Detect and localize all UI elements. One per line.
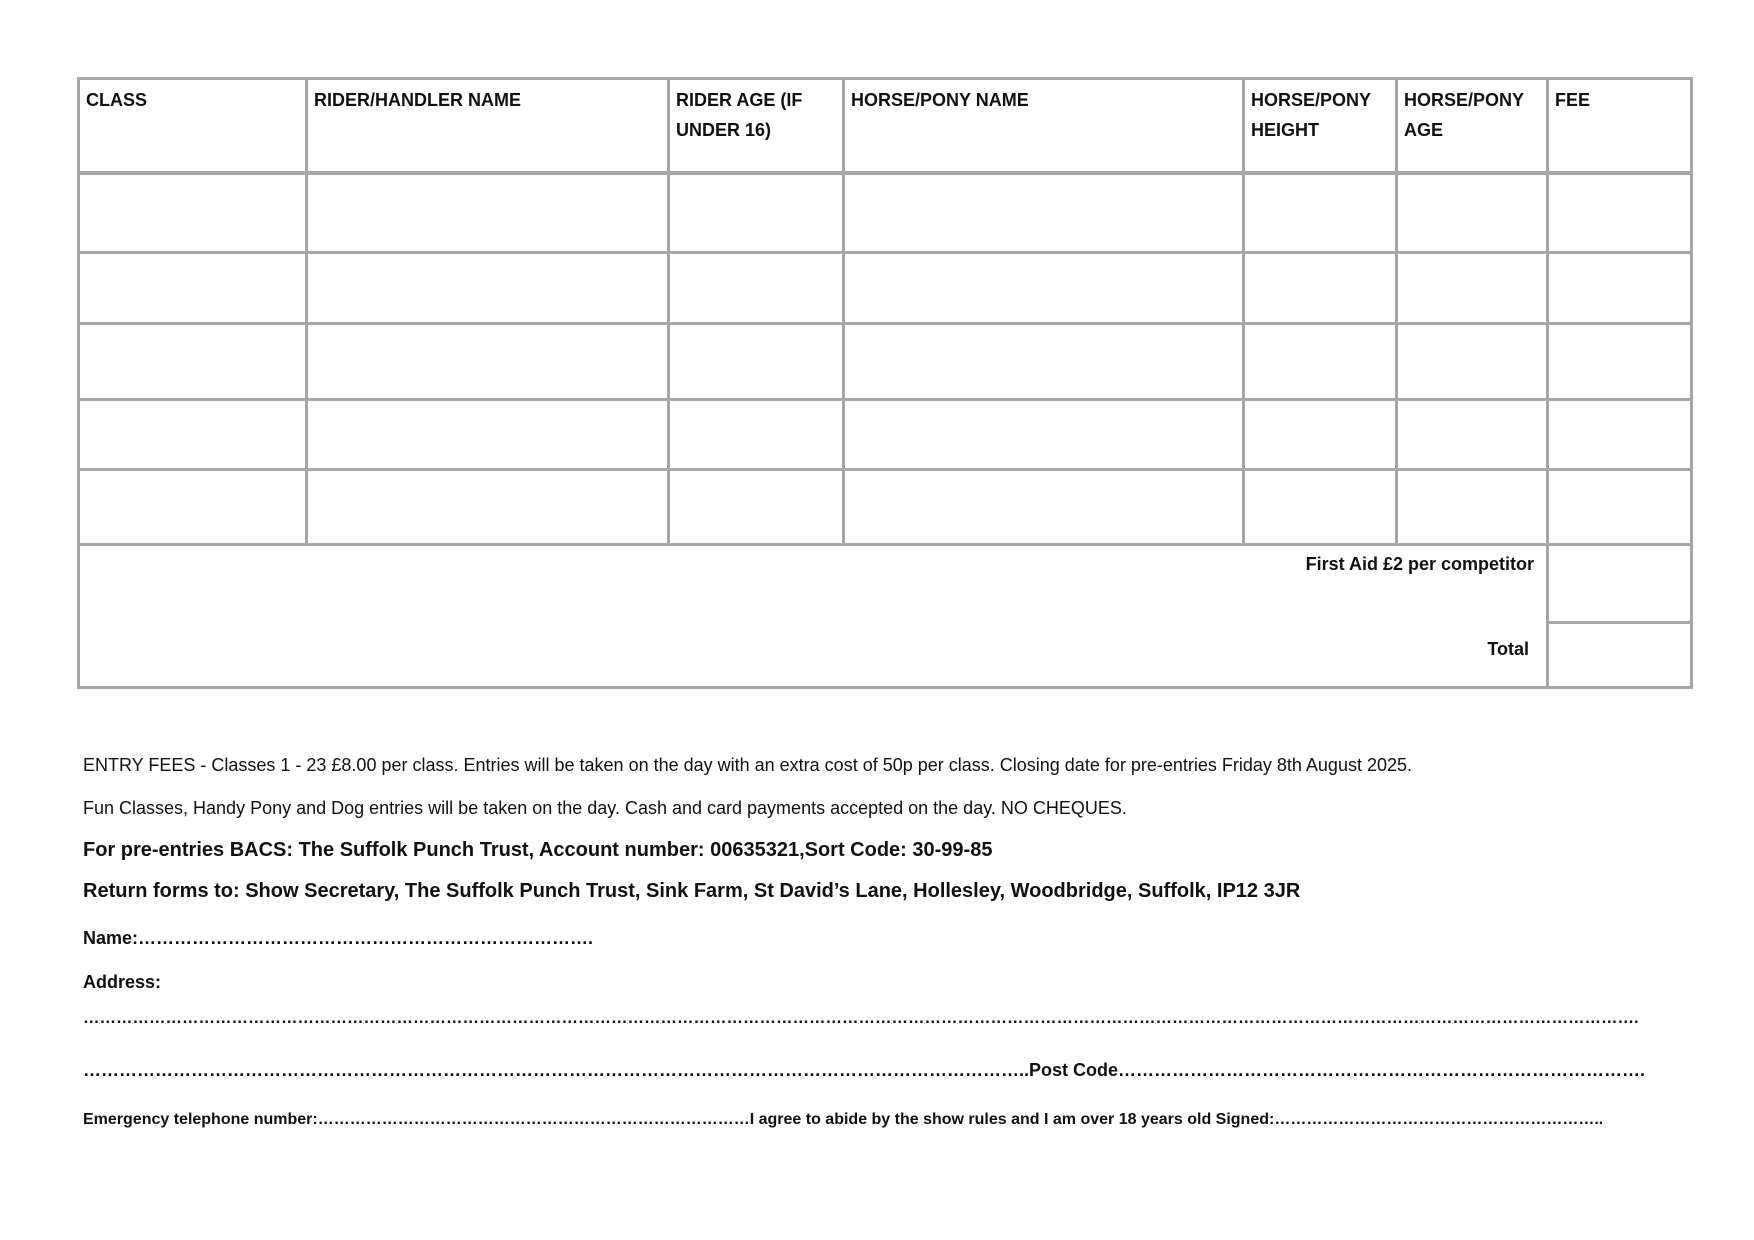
- fee-cell[interactable]: [1548, 469, 1692, 544]
- fee-cell[interactable]: [1548, 323, 1692, 399]
- entry-fees-text: ENTRY FEES - Classes 1 - 23 £8.00 per class. Entries will be taken on the day with an extra cost of 50p per class. Closing date for pre-entries Friday 8th August 2025.: [83, 755, 1413, 775]
- class-cell[interactable]: [79, 173, 307, 253]
- fee-cell[interactable]: [1548, 399, 1692, 469]
- total-label: Total: [1487, 638, 1529, 659]
- rider-name-cell[interactable]: [307, 469, 669, 544]
- class-cell[interactable]: [79, 399, 307, 469]
- header-rider-name: RIDER/HANDLER NAME: [307, 79, 669, 173]
- total-fee-cell[interactable]: [1548, 622, 1692, 687]
- horse-height-cell[interactable]: [1244, 469, 1397, 544]
- fee-cell[interactable]: [1548, 173, 1692, 253]
- first-aid-fee-cell[interactable]: [1548, 544, 1692, 622]
- table-row: [79, 173, 1692, 253]
- horse-name-cell[interactable]: [844, 399, 1244, 469]
- horse-age-cell[interactable]: [1397, 399, 1548, 469]
- class-cell[interactable]: [79, 469, 307, 544]
- horse-height-cell[interactable]: [1244, 173, 1397, 253]
- address-line-1-field[interactable]: ………………………………………………………………………………………………………………………………………………………………………………………………………………………………………………………….: [83, 1009, 1639, 1027]
- horse-age-cell[interactable]: [1397, 252, 1548, 323]
- address-label: Address:: [83, 972, 162, 992]
- class-cell[interactable]: [79, 323, 307, 399]
- rider-age-cell[interactable]: [669, 399, 844, 469]
- rider-name-cell[interactable]: [307, 173, 669, 253]
- horse-age-cell[interactable]: [1397, 173, 1548, 253]
- rider-name-cell[interactable]: [307, 323, 669, 399]
- first-aid-label: First Aid £2 per competitor: [1305, 553, 1534, 574]
- return-address: Return forms to: Show Secretary, The Suffolk Punch Trust, Sink Farm, St David’s Lane, Hollesley, Woodbridge, Suffolk, IP12 3JR: [83, 880, 1301, 902]
- rider-age-cell[interactable]: [669, 173, 844, 253]
- table-row: [79, 252, 1692, 323]
- name-field[interactable]: Name:………………………………………………………………….: [83, 928, 594, 948]
- header-horse-age: HORSE/PONY AGE: [1397, 79, 1548, 173]
- table-row: [79, 399, 1692, 469]
- address-line-2-postcode-field[interactable]: …………………………………………………………………………………………………………………………………………..Post Code…………………………………………………………………………….: [83, 1060, 1646, 1080]
- header-fee: FEE: [1548, 79, 1692, 173]
- fun-classes-text: Fun Classes, Handy Pony and Dog entries will be taken on the day. Cash and card payments accepted on the day. NO CHEQUES.: [83, 798, 1127, 818]
- table-row: [79, 469, 1692, 544]
- table-row: [79, 323, 1692, 399]
- horse-height-cell[interactable]: [1244, 399, 1397, 469]
- horse-name-cell[interactable]: [844, 323, 1244, 399]
- rider-name-cell[interactable]: [307, 399, 669, 469]
- horse-height-cell[interactable]: [1244, 323, 1397, 399]
- horse-name-cell[interactable]: [844, 469, 1244, 544]
- horse-height-cell[interactable]: [1244, 252, 1397, 323]
- rider-age-cell[interactable]: [669, 252, 844, 323]
- header-horse-name: HORSE/PONY NAME: [844, 79, 1244, 173]
- entry-table: [77, 77, 1693, 689]
- horse-name-cell[interactable]: [844, 173, 1244, 253]
- header-row: [79, 79, 1692, 173]
- emergency-phone-signature-field[interactable]: Emergency telephone number:………………………………………………………………………I agree to abide by the show rules and I am over 18 years old Signed:……………………………………………………..: [83, 1111, 1604, 1128]
- rider-age-cell[interactable]: [669, 469, 844, 544]
- fee-cell[interactable]: [1548, 252, 1692, 323]
- horse-age-cell[interactable]: [1397, 323, 1548, 399]
- header-horse-height: HORSE/PONY HEIGHT: [1244, 79, 1397, 173]
- horse-name-cell[interactable]: [844, 252, 1244, 323]
- rider-age-cell[interactable]: [669, 323, 844, 399]
- bacs-details: For pre-entries BACS: The Suffolk Punch Trust, Account number: 00635321,Sort Code: 30-99-85: [83, 839, 993, 861]
- fees-summary-labels: [79, 544, 1548, 687]
- class-cell[interactable]: [79, 252, 307, 323]
- header-class: CLASS: [79, 79, 307, 173]
- header-rider-age: RIDER AGE (IF UNDER 16): [669, 79, 844, 173]
- rider-name-cell[interactable]: [307, 252, 669, 323]
- first-aid-row: [79, 544, 1692, 622]
- horse-age-cell[interactable]: [1397, 469, 1548, 544]
